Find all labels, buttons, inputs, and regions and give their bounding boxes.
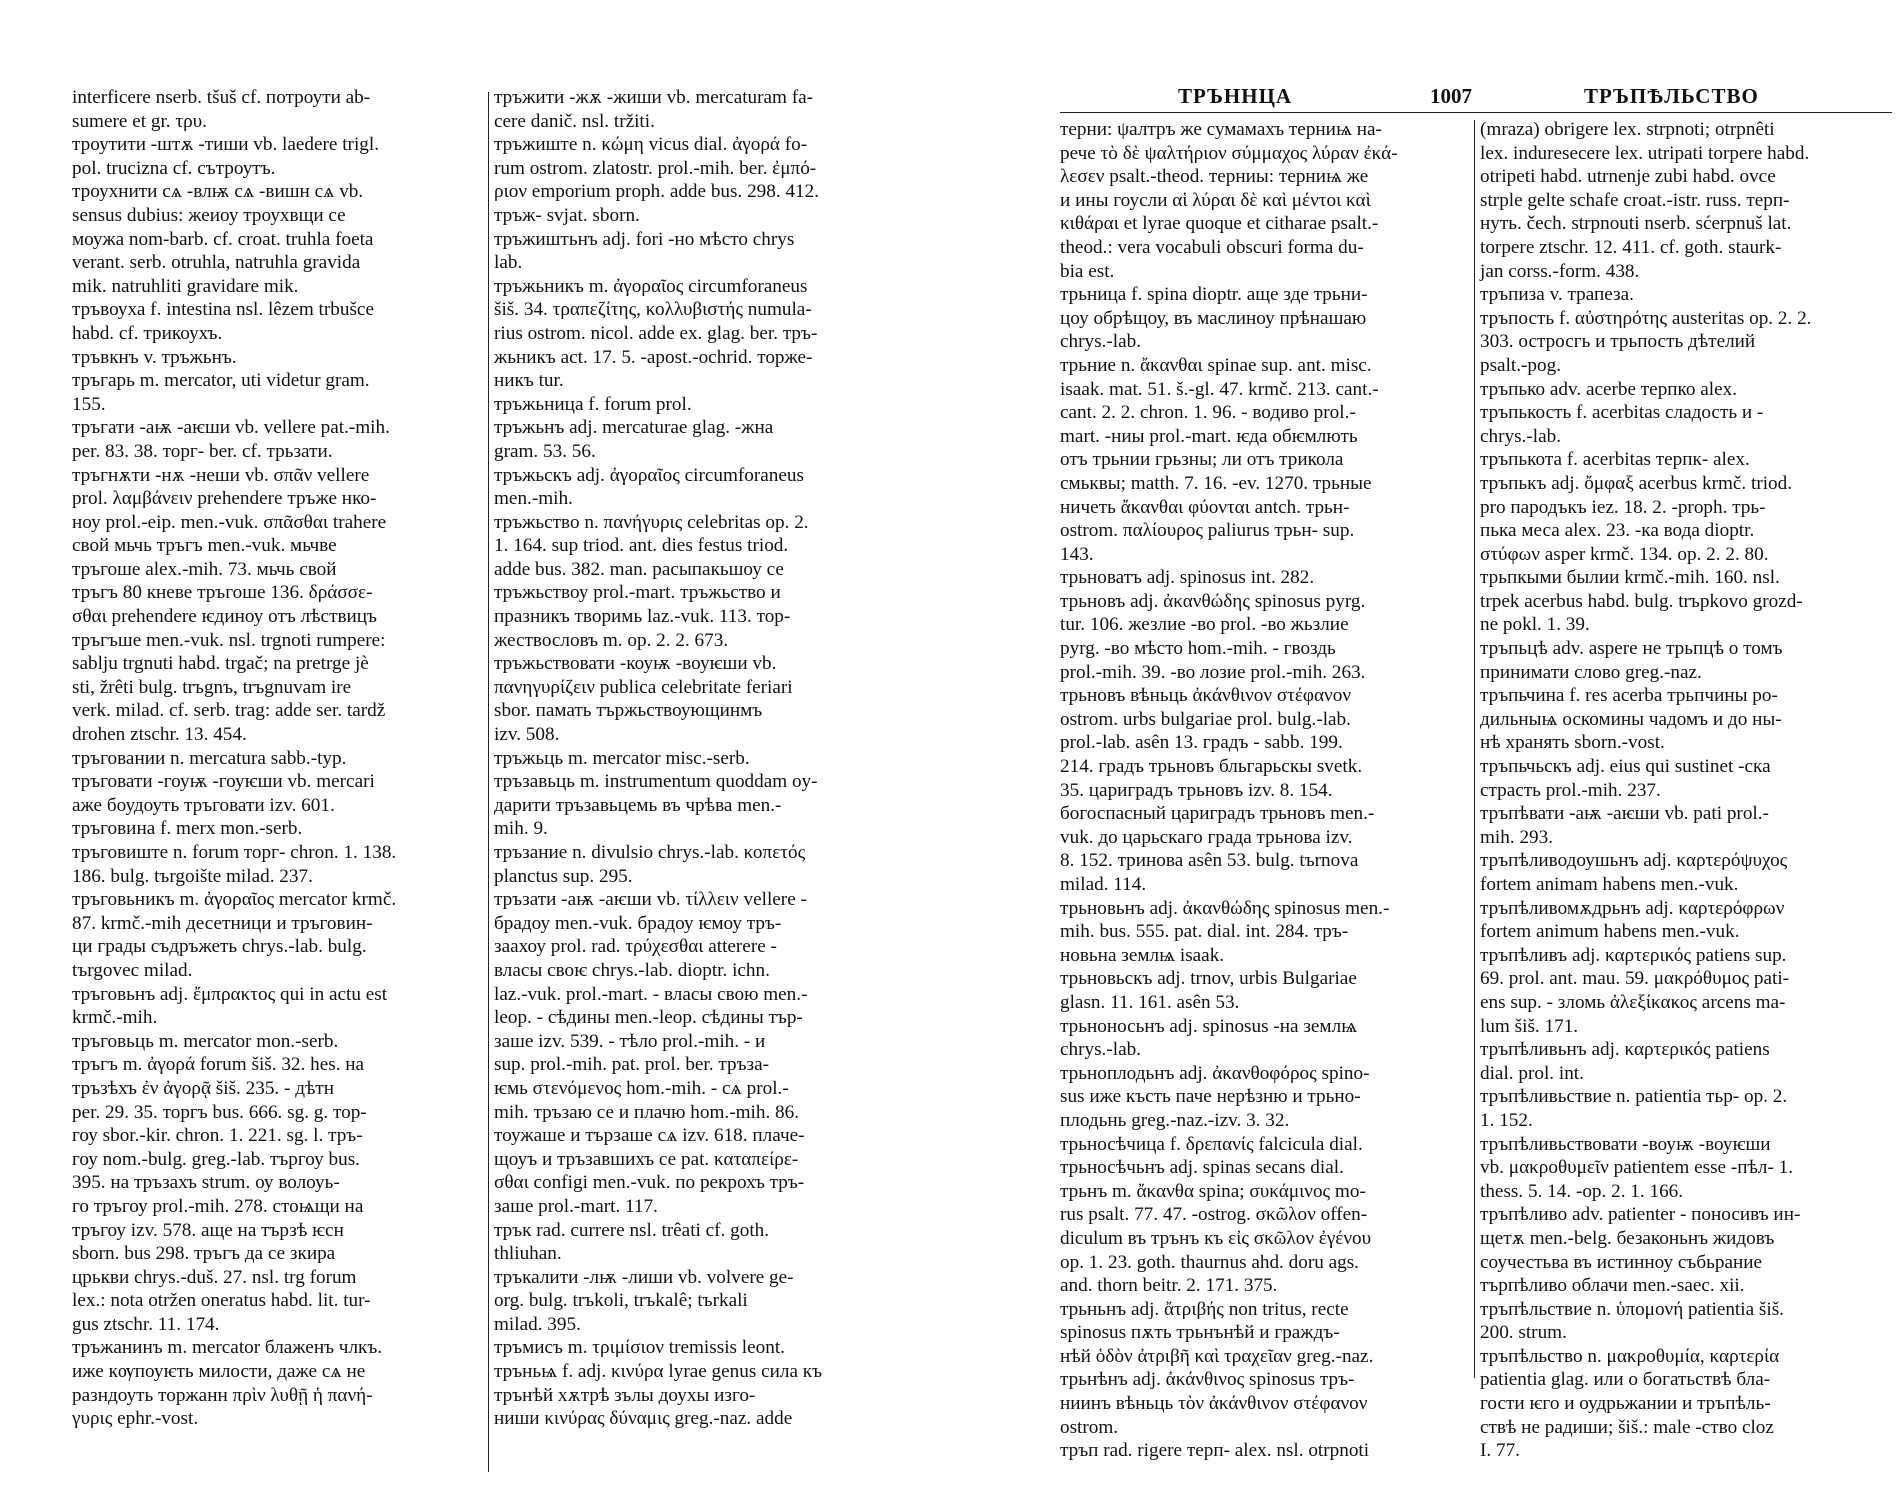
entry-line: тръпьцѣ adv. aspere не трьпцѣ о томъ [1480, 638, 1783, 660]
entry-line: (mraza) obrigere lex. strpnoti; otrpnêti [1480, 119, 1775, 140]
entry-line: fortem animam habens men.-vuk. [1480, 874, 1739, 895]
entry-line: lum šiš. 171. [1480, 1015, 1579, 1037]
entry-line: ѥмь στενόμενος hom.-mih. - сѧ prol.- [494, 1077, 789, 1099]
entry-line: spinosus пѫть трьнънѣй и граждъ- [1060, 1322, 1340, 1344]
entry-line: тръговина f. merx mon.-serb. [72, 818, 303, 840]
entry-line: habd. cf. трикоухъ. [72, 322, 223, 344]
entry-line: трьпкыми былии krmč.-mih. 160. nsl. [1480, 567, 1780, 589]
running-head-left: ТРЪННЦА [1178, 84, 1293, 108]
entry-line: rius ostrom. nicol. adde ex. glag. ber. тръ- [494, 322, 818, 344]
entry-line: milad. 395. [494, 1313, 581, 1335]
entry-line: разндоуть торжанн πρὶν λυθῇ ἡ πανή- [72, 1384, 373, 1406]
entry-line: σθαι configi men.-vuk. по рекрохъ тръ- [494, 1172, 805, 1194]
entry-line: sus иже късть паче нерѣзню и трьно- [1060, 1086, 1361, 1108]
entry-line: троутити -штѫ -тиши vb. laedere trigl. [72, 134, 379, 156]
entry-line: аже боудоуть тръговати izv. 601. [72, 794, 335, 816]
entry-line: sensus dubius: жеиоу троухвщи се [72, 204, 346, 226]
entry-line: ostrom. urbs bulgariae prol. bulg.-lab. [1060, 708, 1351, 730]
entry-line: гоу nom.-bulg. greg.-lab. търгоу bus. [72, 1148, 360, 1170]
entry-line: власы своѥ chrys.-lab. dioptr. ichn. [494, 959, 770, 981]
entry-line: трънѣй хѫтрѣ зълы доухы изго- [494, 1384, 756, 1406]
entry-line: дарити тръзавьцемь въ чрѣва men.- [494, 794, 782, 816]
entry-line: ostrom. παλίουρος paliurus трьн- sup. [1060, 520, 1355, 542]
entry-line: празникъ творимь laz.-vuk. 113. тор- [494, 606, 791, 628]
entry-line: трьновьскъ adj. trnov, urbis Bulgariae [1060, 968, 1357, 990]
entry-line: тръпѣльствие n. ὑπομονή patientia šiš. [1480, 1298, 1784, 1320]
entry-line: жьникъ act. 17. 5. -apost.-ochrid. торже- [494, 346, 813, 368]
entry-line: принимати слово greg.-naz. [1480, 661, 1702, 683]
entry-line: трьнъ m. ἄκανθα spina; συκάμινος mo- [1060, 1180, 1366, 1202]
entry-line: тръпьчьскъ adj. eius qui sustinet -ска [1480, 756, 1771, 778]
entry-line: planctus sup. 295. [494, 865, 633, 887]
entry-line: cant. 2. 2. chron. 1. 96. - водиво prol.- [1060, 402, 1356, 424]
entry-line: men.-mih. [494, 488, 573, 510]
entry-line: тръговьникъ m. ἀγοραῖος mercator krmč. [72, 889, 397, 911]
entry-line: и ины гоусли αἱ λύραι δὲ καὶ μέντοι καὶ [1060, 189, 1371, 211]
entry-line: тръговьнъ adj. ἔμπρακτος qui in actu est [72, 983, 388, 1005]
entry-line: тръж- svjat. sborn. [494, 204, 640, 226]
entry-line: тръжити -жѫ -жиши vb. mercaturam fa- [494, 87, 814, 108]
column-divider [488, 92, 489, 1472]
entry-line: трьновьнъ adj. ἀκανθώδης spinosus men.- [1060, 897, 1390, 919]
entry-line: lex.: nota otržen oneratus habd. lit. tur- [72, 1290, 371, 1312]
entry-line: mih. bus. 555. pat. dial. int. 284. тръ- [1060, 921, 1349, 943]
entry-line: тръпость f. αὐστηρότης austeritas op. 2. 2. [1480, 307, 1812, 329]
entry-line: psalt.-pog. [1480, 354, 1562, 376]
entry-line: търпѣливо облачи men.-saec. xii. [1480, 1275, 1745, 1297]
entry-line: κιθάραι et lyrae quoque et citharae psalt.- [1060, 213, 1379, 235]
entry-line: тръпькъ adj. ὄμφαξ acerbus krmč. triod. [1480, 472, 1793, 494]
entry-line: нѣ хранять sborn.-vost. [1480, 732, 1665, 754]
entry-line: prol.-lab. asên 13. градъ - sabb. 199. [1060, 732, 1343, 754]
entry-line: interficere nserb. tšuš cf. потроути ab- [72, 87, 371, 108]
entry-line: 35. цариградъ трьновъ izv. 8. 154. [1060, 779, 1333, 801]
right-page-column-2 [1480, 118, 1892, 1463]
entry-line: трьносѣчьнъ adj. spinas secans dial. [1060, 1157, 1344, 1179]
entry-line: per. 83. 38. торг- ber. cf. трьзати. [72, 440, 333, 462]
entry-line: тръпиза v. трапеза. [1480, 284, 1634, 306]
entry-line: op. 1. 23. goth. thaurnus ahd. doru ags. [1060, 1251, 1359, 1273]
entry-line: ниши κινύρας δύναμις greg.-naz. adde [494, 1408, 793, 1430]
entry-line: torpere ztschr. 12. 411. cf. goth. staurk- [1480, 236, 1782, 258]
entry-line: тръзавьць m. instrumentum quoddam oy- [494, 771, 818, 793]
left-page-column-1 [72, 86, 474, 1431]
entry-line: lab. [494, 252, 523, 274]
entry-line: трьние n. ἄκανθαι spinae sup. ant. misc. [1060, 354, 1372, 376]
entry-line: mih. 293. [1480, 826, 1554, 848]
entry-line: тръпѣливьнъ adj. καρτερικός patiens [1480, 1039, 1770, 1061]
entry-line: isaak. mat. 51. š.-gl. 47. krmč. 213. cant.- [1060, 378, 1379, 400]
entry-line: ne pokl. 1. 39. [1480, 614, 1590, 636]
entry-line: щетѫ men.-belg. безаконьнъ жидовъ [1480, 1227, 1775, 1249]
entry-line: тръжьница f. forum prol. [494, 393, 692, 415]
entry-line: 1. 152. [1480, 1109, 1533, 1131]
entry-line: богоспасный цариградъ трьновъ men.- [1060, 803, 1375, 825]
entry-line: sbor. памать тържьствоующинмъ [494, 700, 763, 722]
entry-line: тръпѣливо adv. patienter - поносивъ ин- [1480, 1204, 1801, 1226]
entry-line: gram. 53. 56. [494, 440, 596, 462]
right-page-column-1 [1060, 118, 1472, 1463]
entry-line: mik. natruhliti gravidare mik. [72, 275, 299, 297]
entry-line: тръжанинъ m. mercator блаженъ члкъ. [72, 1337, 383, 1359]
entry-line: izv. 508. [494, 724, 560, 746]
entry-line: 8. 152. тринова asên 53. bulg. tъrnova [1060, 850, 1359, 872]
entry-line: ниинъ вѣньць τὸν ἀκάνθινον στέφανον [1060, 1393, 1368, 1415]
entry-line: 214. градъ трьновъ бльгарьскы svetk. [1060, 756, 1363, 778]
entry-line: 186. bulg. tъrgoište milad. 237. [72, 865, 313, 887]
entry-line: lex. induresecere lex. utripati torpere habd. [1480, 142, 1810, 164]
entry-line: rum ostrom. zlatostr. prol.-mih. ber. ἐμπό- [494, 157, 817, 179]
entry-line: 200. strum. [1480, 1322, 1567, 1344]
entry-line: sborn. bus 298. тръгъ да се зкира [72, 1243, 336, 1265]
entry-line: adde bus. 382. man. расыпакьшоу се [494, 558, 784, 580]
entry-line: I. 77. [1480, 1440, 1520, 1462]
entry-line: pro пародъкъ iez. 18. 2. -proph. трь- [1480, 496, 1766, 518]
entry-line: diculum въ трънъ къ εἰς σκῶλον ἐγένου [1060, 1227, 1372, 1249]
entry-line: тръзание n. divulsio chrys.-lab. κοπετός [494, 842, 806, 863]
entry-line: тръмисъ m. τριμίσιον tremissis leont. [494, 1337, 785, 1359]
entry-line: гости ѥго и оудрьжании и тръпѣль- [1480, 1393, 1771, 1415]
entry-line: vb. μακροθυμεῖν patientem esse -пѣл- 1. [1480, 1157, 1794, 1179]
entry-line: трьновъ вѣньць ἀκάνθινον στέφανον [1060, 685, 1351, 707]
entry-line: заше izv. 539. - тѣло prol.-mih. - и [494, 1030, 766, 1052]
entry-line: sumere et gr. τρυ. [72, 110, 207, 132]
entry-line: mih. тръзаю се и плачю hom.-mih. 86. [494, 1101, 800, 1123]
entry-line: щоуъ и тръзавшихъ се pat. καταπείρε- [494, 1148, 799, 1170]
entry-line: 155. [72, 393, 106, 415]
entry-line: трьноватъ adj. spinosus int. 282. [1060, 567, 1315, 589]
entry-line: strple gelte schafe croat.-istr. russ. терп- [1480, 189, 1790, 211]
entry-line: тръпѣливомѫдрьнъ adj. καρτερόφρων [1480, 897, 1785, 919]
entry-line: fortem animum habens men.-vuk. [1480, 921, 1740, 943]
entry-line: 1. 164. sup triod. ant. dies festus triod. [494, 535, 789, 557]
entry-line: тръговати -гоуѭ -гоуѥши vb. mercari [72, 771, 375, 793]
entry-line: patientia glag. или о богатьствѣ бла- [1480, 1369, 1771, 1391]
entry-line: ens sup. - зломь ἀλεξίκακος arcens ma- [1480, 991, 1786, 1013]
entry-line: theod.: vera vocabuli obscuri forma du- [1060, 236, 1364, 258]
entry-line: тръпѣливъ adj. καρτερικός patiens sup. [1480, 944, 1787, 966]
entry-line: трьноносьнъ adj. spinosus -на землѩ [1060, 1015, 1358, 1037]
entry-line: свой мьчь тръгъ men.-vuk. мьчве [72, 535, 337, 557]
entry-line: tur. 106. жезлие -во prol. -во жьзлие [1060, 614, 1349, 636]
entry-line: нѣй ὁδὸν ἀτριβῆ καὶ τραχεῖαν greg.-naz. [1060, 1345, 1374, 1367]
entry-line: chrys.-lab. [1060, 331, 1141, 353]
entry-line: thess. 5. 14. -op. 2. 1. 166. [1480, 1180, 1684, 1202]
header-rule [1060, 112, 1892, 113]
entry-line: 69. prol. ant. mau. 59. μακρόθυμος pati- [1480, 968, 1790, 990]
entry-line: тръгарь m. mercator, uti videtur gram. [72, 370, 370, 392]
entry-line: vuk. до царьскаго града трьнова izv. [1060, 826, 1353, 848]
entry-line: verant. serb. otruhla, natruhla gravida [72, 252, 361, 274]
entry-line: трък rad. currere nsl. trêati cf. goth. [494, 1219, 770, 1241]
entry-line: тръпѣливьствие n. patientia тьр- op. 2. [1480, 1086, 1788, 1108]
entry-line: смьквы; matth. 7. 16. -ev. 1270. трьные [1060, 472, 1372, 494]
entry-line: тръжьствоу prol.-mart. тръжьство и [494, 582, 781, 604]
entry-line: chrys.-lab. [1060, 1039, 1141, 1061]
entry-line: thliuhan. [494, 1243, 562, 1265]
entry-line: тръжьнъ adj. mercaturae glag. -жна [494, 417, 774, 439]
entry-line: sup. prol.-mih. pat. prol. ber. тръза- [494, 1054, 769, 1076]
entry-line: тръгъ m. ἀγορά forum šiš. 32. hes. на [72, 1054, 365, 1076]
entry-line: ριον emporium proph. adde bus. 298. 412. [494, 181, 820, 203]
entry-line: тръп rad. rigere терп- alex. nsl. otrpnoti [1060, 1440, 1370, 1462]
entry-line: ци грады съдръжеть chrys.-lab. bulg. [72, 936, 367, 958]
entry-line: ostrom. [1060, 1416, 1119, 1438]
entry-line: sablju trgnuti habd. trgač; na pretrge jè [72, 653, 369, 675]
entry-line: sti, žrêti bulg. trъgnъ, trъgnuvam ire [72, 676, 352, 698]
entry-line: jan corss.-form. 438. [1480, 260, 1640, 282]
entry-line: тръгоше alex.-mih. 73. мьчь свой [72, 558, 337, 580]
entry-line: моужа nom-barb. cf. croat. truhla foeta [72, 228, 374, 250]
entry-line: трьница f. spina dioptr. аще зде трьни- [1060, 284, 1368, 306]
entry-line: 303. остросгь и трьпость дѣтелий [1480, 331, 1756, 353]
entry-line: тръпькота f. acerbitas терпк- alex. [1480, 449, 1750, 471]
right-page [1010, 0, 1902, 1500]
entry-line: per. 29. 35. торгъ bus. 666. sg. g. тор- [72, 1101, 367, 1123]
entry-line: στύφων asper krmč. 134. op. 2. 2. 80. [1480, 543, 1769, 565]
entry-line: 395. на тръзахъ strum. оу волоуь- [72, 1172, 340, 1194]
entry-line: тръжиштьнъ adj. fori -но мѣсто chrys [494, 228, 795, 250]
entry-line: тръкалити -лѭ -лиши vb. volvere ge- [494, 1266, 794, 1288]
entry-line: трьньнъ adj. ἄτριβής non tritus, recte [1060, 1298, 1349, 1320]
entry-line: verk. milad. cf. serb. trag: adde ser. tardž [72, 700, 386, 722]
entry-line: плодьнь greg.-naz.-izv. 3. 32. [1060, 1109, 1290, 1131]
entry-line: цоу обрѣщоу, въ маслиноу прѣнашаю [1060, 307, 1367, 329]
entry-line: трьносѣчица f. δρεπανίς falcicula dial. [1060, 1133, 1363, 1155]
entry-line: тръвоуха f. intestina nsl. lêzem trbušce [72, 299, 374, 321]
entry-line: тръгъ 80 кневе тръгоше 136. δράσσε- [72, 582, 373, 604]
entry-line: новьна землѩ isaak. [1060, 944, 1225, 966]
entry-line: жествословъ m. op. 2. 2. 673. [494, 629, 729, 651]
entry-line: тръпѣвати -аѭ -аѥши vb. pati prol.- [1480, 803, 1769, 825]
entry-line: тръгоу izv. 578. аще на тързѣ ѥсн [72, 1219, 344, 1241]
entry-line: org. bulg. trъkoli, trъkalê; tъrkali [494, 1290, 748, 1312]
entry-line: γυρις ephr.-vost. [72, 1408, 199, 1430]
entry-line: тръзати -аѭ -аѥши vb. τίλλειν vellere - [494, 889, 807, 911]
entry-line: тръгати -аѭ -аѥши vb. vellere pat.-mih. [72, 417, 390, 439]
entry-line: drohen ztschr. 13. 454. [72, 724, 247, 746]
entry-line: pyrg. -во мѣсто hom.-mih. - гвоздь [1060, 638, 1336, 660]
entry-line: тръгнѫти -нѫ -неши vb. σπᾶν vellere [72, 464, 370, 486]
entry-line: 87. krmč.-mih десетници и тръговин- [72, 912, 373, 934]
entry-line: тръговании n. mercatura sabb.-typ. [72, 747, 347, 769]
page-number: 1007 [1430, 84, 1472, 108]
entry-line: тръговиште n. forum торг- chron. 1. 138. [72, 842, 397, 863]
entry-line: трьнѣнъ adj. ἀκάνθινος spinosus тръ- [1060, 1369, 1355, 1391]
entry-line: дильныѩ оскомины чадомъ и до ны- [1480, 708, 1782, 730]
left-page-column-2 [494, 86, 906, 1431]
column-divider [1474, 120, 1475, 1378]
entry-line: терни: ψалтръ же сумамахъ терниѩ на- [1060, 119, 1382, 140]
entry-line: трьновъ adj. ἀκανθώδης spinosus pyrg. [1060, 590, 1366, 612]
entry-line: laz.-vuk. prol.-mart. - власы свою men.- [494, 983, 808, 1005]
entry-line: gus ztschr. 11. 174. [72, 1313, 220, 1335]
entry-line: трьноплодьнъ adj. ἀκανθοφόρος spino- [1060, 1062, 1370, 1084]
entry-line: тръгъше men.-vuk. nsl. trgnoti rumpere: [72, 629, 386, 651]
entry-line: отъ трьнии грьзны; ли отъ трикола [1060, 449, 1344, 471]
entry-line: тръзѣхъ ἐν ἀγορᾷ šiš. 235. - дѣтн [72, 1077, 335, 1099]
entry-line: pol. trucizna cf. сътроутъ. [72, 157, 276, 179]
entry-line: тръпѣливодоушьнъ adj. καρτερόψυχος [1480, 850, 1788, 872]
entry-line: пька меса alex. 23. -ка вода dioptr. [1480, 520, 1755, 542]
entry-line: тръжьство n. πανήγυρις celebritas op. 2. [494, 511, 809, 533]
entry-line: соучестьва въ истинноу събьрание [1480, 1251, 1763, 1273]
entry-line: prol.-mih. 39. -во лозие prol.-mih. 263. [1060, 661, 1366, 683]
entry-line: рече τὸ δὲ ψαλτήριον σύμμαχος λύραν ἐκά- [1060, 142, 1398, 164]
entry-line: го тръгоу prol.-mih. 278. стоѩщи на [72, 1195, 364, 1217]
entry-line: 143. [1060, 543, 1094, 565]
entry-line: тръпьчина f. res acerba трьпчины ро- [1480, 685, 1778, 707]
entry-line: glasn. 11. 161. asên 53. [1060, 991, 1240, 1013]
entry-line: гоу sbor.-kir. chron. 1. 221. sg. l. тръ- [72, 1125, 363, 1147]
entry-line: ствѣ не радиши; šiš.: male -ство cloz [1480, 1416, 1774, 1438]
entry-line: тръжьникъ m. ἀγοραῖος circumforaneus [494, 275, 808, 297]
entry-line: dial. prol. int. [1480, 1062, 1584, 1084]
entry-line: тръпѣльство n. μακροθυμία, καρτερία [1480, 1345, 1780, 1367]
entry-line: mih. 9. [494, 818, 548, 840]
entry-line: никъ tur. [494, 370, 564, 392]
entry-line: πανηγυρίζειν publica celebritate feriari [494, 676, 793, 698]
entry-line: нуть. čech. strpnouti nserb. sćerpnuš lat. [1480, 213, 1792, 235]
entry-line: тръпько adv. acerbe терпко alex. [1480, 378, 1738, 400]
entry-line: троухнити сѧ -влѭ сѧ -вишн сѧ vb. [72, 181, 364, 203]
entry-line: bia est. [1060, 260, 1115, 282]
entry-line: prol. λαμβάνειν prehendere тръже нко- [72, 488, 377, 510]
entry-line: тръговьць m. mercator mon.-serb. [72, 1030, 339, 1052]
entry-line: chrys.-lab. [1480, 425, 1561, 447]
entry-line: иже кѹпоуѥть милости, даже сѧ не [72, 1361, 366, 1383]
entry-line: trpek acerbus habd. bulg. trъpkovo grozd- [1480, 590, 1803, 612]
entry-line: страсть prol.-mih. 237. [1480, 779, 1661, 801]
entry-line: заахоу prol. rad. τρύχεσθαι atterere - [494, 936, 777, 958]
entry-line: tъrgovec milad. [72, 959, 193, 981]
entry-line: šiš. 34. τραπεζίτης, κολλυβιστής numula- [494, 299, 812, 321]
entry-line: cere danič. nsl. tržiti. [494, 110, 655, 132]
entry-line: црькви chrys.-duš. 27. nsl. trg forum [72, 1266, 357, 1288]
entry-line: тръжьць m. mercator misc.-serb. [494, 747, 750, 769]
entry-line: тръпѣливьствовати -воуѭ -воуѥши [1480, 1133, 1771, 1155]
entry-line: ничеть ἄκανθαι φύονται antch. трьн- [1060, 496, 1350, 518]
entry-line: тръжьскъ adj. ἀγοραῖος circumforaneus [494, 464, 804, 486]
entry-line: λεσεν psalt.-theod. терниы: терниѩ же [1060, 166, 1369, 188]
entry-line: mart. -ниы prol.-mart. ѥда обѥмлють [1060, 425, 1358, 447]
entry-line: тръньѩ f. adj. κινύρα lyrae genus сила къ [494, 1361, 823, 1383]
entry-line: тръжьствовати -коуѭ -воуѥши vb. [494, 653, 777, 675]
entry-line: ноу prol.-eip. men.-vuk. σπᾶσθαι trahere [72, 511, 387, 533]
entry-line: тръжиште n. κώμη vicus dial. ἀγορά fo- [494, 134, 808, 156]
running-head-right: ТРЪПѢЛЬСТВО [1584, 84, 1759, 108]
entry-line: брадоу men.-vuk. брадоу ѥмоу тръ- [494, 912, 782, 934]
entry-line: milad. 114. [1060, 874, 1147, 895]
entry-line: тръвкнъ v. тръжьнъ. [72, 346, 237, 368]
entry-line: otripeti habd. utrnenje zubi habd. ovce [1480, 166, 1776, 188]
entry-line: krmč.-mih. [72, 1007, 158, 1029]
entry-line: тръпькость f. acerbitas сладость и - [1480, 402, 1764, 424]
entry-line: тоужаше и тързаше сѧ izv. 618. плаче- [494, 1125, 805, 1147]
entry-line: leop. - сѣдины men.-leop. сѣдины тър- [494, 1007, 803, 1029]
entry-line: and. thorn beitr. 2. 171. 375. [1060, 1275, 1278, 1297]
entry-line: заше prol.-mart. 117. [494, 1195, 658, 1217]
entry-line: σθαι prehendere ѥдиноу отъ лѣствицъ [72, 606, 377, 628]
entry-line: rus psalt. 77. 47. -ostrog. σκῶλον offen- [1060, 1204, 1368, 1226]
